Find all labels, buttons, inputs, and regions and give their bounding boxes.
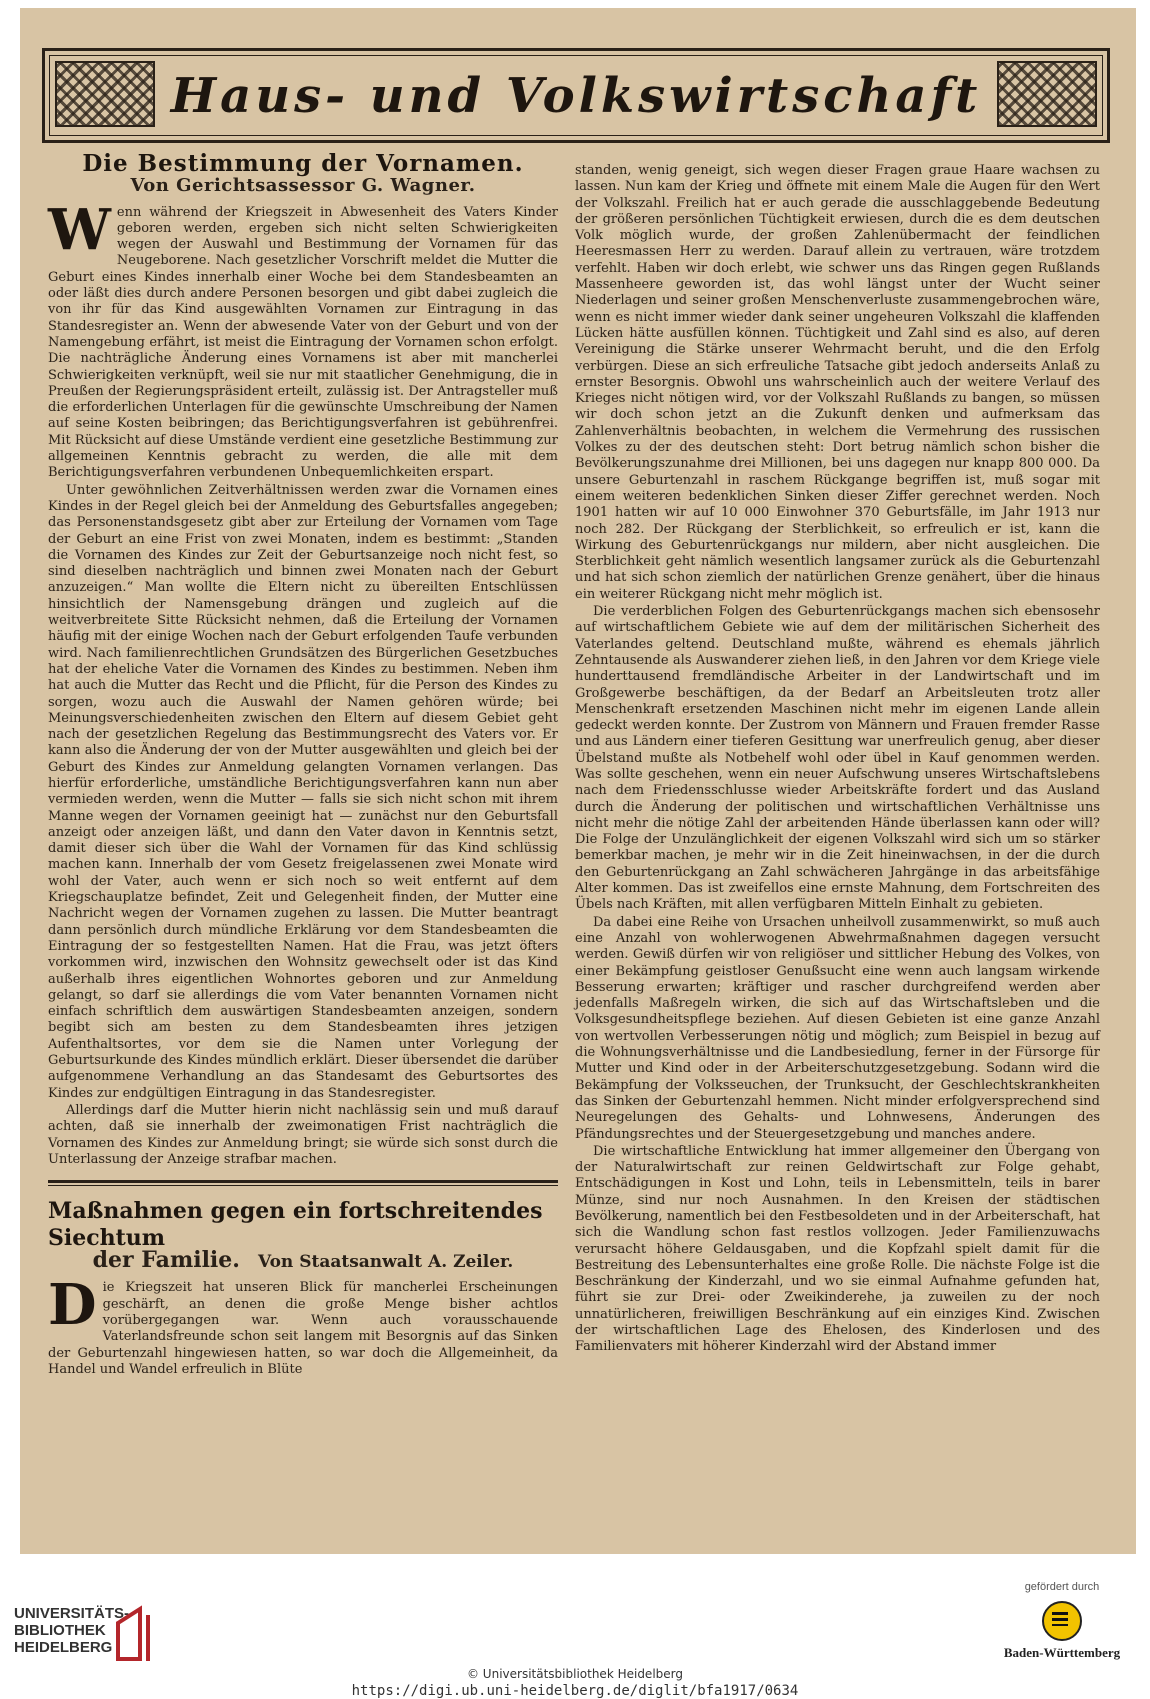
- funding-label: gefördert durch: [1024, 1581, 1100, 1593]
- article1-paragraph-3: Allerdings darf die Mutter hierin nicht nachlässig sein und muß darauf achten, daß sie innerhalb der zweimonatigen Frist nachträglich die Vornamen des Kindes zur Anmeldung bringt; sie würde sich sonst durch die Unterlassung der Anzeige strafbar machen.: [48, 1102, 558, 1167]
- library-name-line3: HEIDELBERG: [14, 1639, 113, 1656]
- section-title: Haus- und Volkswirtschaft: [170, 67, 982, 124]
- article2-title: Maßnahmen gegen ein fortschreitendes Siechtum: [48, 1198, 543, 1252]
- ornament-right-icon: [997, 61, 1097, 127]
- scanned-page: [20, 8, 1136, 1554]
- funder-name: Baden-Württemberg: [1003, 1645, 1121, 1660]
- library-name-line2: BIBLIOTHEK: [14, 1622, 106, 1639]
- ornament-left-icon: [55, 61, 155, 127]
- article2-paragraph-4: Da dabei eine Reihe von Ursachen unheilvoll zusammenwirkt, so muß auch eine Anzahl von wohlerwogenen Abwehrmaßnahmen dagegen versucht werden. Gewiß dürfen wir von religiöser und sittlicher Hebung des Volkes, von einer Bekämpfung geistloser Genußsucht eine wenn auch langsam wirkende Besserung erwarten; kräftiger und rascher durchgreifend werden aber jedenfalls Maßregeln wirken, die sich auf das Wirtschaftsleben und die Volksgesundheitspflege beziehen. Auf diesen Gebieten ist eine ganze Anzahl von wertvollen Verbesserungen nötig und möglich; zum Beispiel in bezug auf die Wohnungsverhältnisse und die Landbesiedlung, ferner in der Fürsorge für Mutter und Kind oder in der Arbeiterschutzgesetzgebung. Sodann wird die Bekämpfung der Volksseuchen, der Trunksucht, der Geschlechtskrankheiten das Sinken der Geburtenzahl hemmen. Nicht minder erfolgversprechend sind Neuregelungen des Gehalts- und Lohnwesens, Änderungen des Pfändungsrechtes und der Steuergesetzgebung und manches andere.: [575, 914, 1100, 1142]
- right-column: [575, 163, 1100, 1357]
- article2-paragraph-2: standen, wenig geneigt, sich wegen dieser Fragen graue Haare wachsen zu lassen. Nun kam der Krieg und öffnete mit einem Male die Augen für den Wert der Volkszahl. Freilich hat er auch gerade die ausschlaggebende Bedeutung der größeren persönlichen Tüchtigkeit erwiesen, durch die es dem deutschen Volk möglich wurde, der großen Zahlenübermacht der feindlichen Heeresmassen Herr zu werden. Darauf allein zu vertrauen, wäre trotzdem verfehlt. Haben wir doch erlebt, wie schwer uns das Ringen gegen Rußlands Massenheere geworden ist, das wohl längst unter der Wucht seiner Niederlagen und seiner großen Menschenverluste zusammengebrochen wäre, wenn es nicht immer wieder dank seiner ungeheuren Volkszahl die klaffenden Lücken hätte ausfüllen können. Tüchtigkeit und Zahl sind es also, auf deren Vereinigung die Stärke unserer Wehrmacht beruht, und die den Erfolg verbürgen. Diese an sich erfreuliche Tatsache gibt jedoch anderseits Anlaß zu ernster Besorgnis. Obwohl uns wahrscheinlich auch der weitere Verlauf des Krieges nicht nötigen wird, vor der Volkszahl Rußlands zu bangen, so müssen wir doch schon jetzt an die Zukunft denken und aufmerksam das Zahlenverhältnis beobachten, in welchem die Vermehrung des russischen Volkes zu der des deutschen steht: Dort betrug nämlich schon bisher die Bevölkerungszunahme drei Millionen, bei uns dagegen nur knapp 800 000. Da unsere Geburtenzahl in raschem Rückgange begriffen ist, muß sogar mit einem weiteren bedenklichen Sinken dieser Ziffer gerechnet werden. Noch 1901 hatten wir auf 10 000 Einwohner 370 Geburtsfälle, im Jahr 1913 nur noch 282. Der Rückgang der Sterblichkeit, so erfreulich er ist, kann die Wirkung des Geburtenrückgangs nur mildern, aber nicht ausgleichen. Die Sterblichkeit geht nämlich wesentlich langsamer zurück als die Geburtenzahl und hat sich schon ziemlich der natürlichen Grenze genähert, über die hinaus ein weiterer Rückgang nicht mehr möglich ist.: [575, 163, 1100, 602]
- library-name-line1: UNIVERSITÄTS-: [14, 1605, 130, 1622]
- article1-paragraph-2: Unter gewöhnlichen Zeitverhältnissen werden zwar die Vornamen eines Kindes in der Regel gleich bei der Anmeldung des Geburtsfalles angegeben; das Personenstandsgesetz gibt aber zur Erteilung der Vornamen vom Tage der Geburt an eine Frist von zwei Monaten, indem es bestimmt: „Standen die Vornamen des Kindes zur Zeit der Geburtsanzeige noch nicht fest, so sind dieselben nachträglich und binnen zwei Monaten nach der Geburt anzuzeigen.“ Man wollte die Eltern nicht zu übereilten Entschlüssen hinsichtlich der Namensgebung drängen und zugleich auf die weitverbreitete Sitte Rücksicht nehmen, daß die Erteilung der Vornamen häufig mit der einige Wochen nach der Geburt erfolgenden Taufe verbunden wird. Nach familienrechtlichen Grundsätzen des Bürgerlichen Gesetzbuches hat der eheliche Vater die Vornamen des Kindes zu bestimmen. Neben ihm hat auch die Mutter das Recht und die Pflicht, für die Person des Kindes zu sorgen, wozu auch die Auswahl der Namen gehören würde; bei Meinungsverschiedenheiten zwischen den Eltern auf diesem Gebiet geht nach der gesetzlichen Regelung das Bestimmungsrecht des Vaters vor. Er kann also die Änderung der von der Mutter ausgewählten und gleich bei der Geburt des Kindes zur Anmeldung gelangten Vornamen verlangen. Das hierfür erforderliche, umständliche Berichtigungsverfahren kann nun aber vermieden werden, wenn die Mutter — falls sie sich nicht schon mit ihrem Manne wegen der Vornamen geeinigt hat — zunächst nur den Geburtsfall anzeigt oder anzeigen läßt, und dann den Vater davon in Kenntnis setzt, damit dieser sich über die Wahl der Vornamen für das Kind schlüssig machen kann. Innerhalb der vom Gesetz freigelassenen zwei Monate wird wohl der Vater, auch wenn er sich noch so weit entfernt auf dem Kriegschauplatze befindet, Zeit und Gelegenheit finden, der Mutter eine Nachricht wegen der Vornamen zugehen zu lassen. Die Mutter beantragt dann persönlich durch mündliche Erklärung vor dem Standesbeamten die Eintragung der so festgestellten Namen. Hat die Frau, was jetzt öfters vorkommen wird, inzwischen den Wohnsitz gewechselt oder ist das Kind außerhalb ihres eigentlichen Wohnortes geboren und zur Anmeldung gelangt, so darf sie allerdings die vom Vater benannten Vornamen nicht einfach schriftlich dem auswärtigen Standesbeamten anzeigen, sondern begibt sich am besten zu dem Standesbeamten ihres jetzigen Aufenthaltsortes, vor dem sie die Namen unter Vorlegung der Geburtsurkunde des Kindes mündlich erklärt. Dieser übersendet die darüber aufgenommene Verhandlung an das Standesamt des Geburtsortes des Kindes zur endgültigen Eintragung in das Standesregister.: [48, 482, 558, 1101]
- viewer-footer: [0, 1555, 1150, 1699]
- article2-paragraph-5: Die wirtschaftliche Entwicklung hat immer allgemeiner den Übergang von der Naturalwirtschaft zur reinen Geldwirtschaft zur Folge gehabt, Entschädigungen in Kost und Lohn, teils in Lebensmitteln, teils in barer Münze, sind nur noch Ausnahmen. In den Kreisen der städtischen Bevölkerung, namentlich bei den Festbesoldeten und in der Arbeiterschaft, hat sich die Wandlung schon fast restlos vollzogen. Jeder Familienzuwachs verursacht höhere Geldausgaben, und die Kopfzahl spielt damit für die Bestreitung des Lebensunterhaltes eine große Rolle. Die nächste Folge ist die Beschränkung der Kinderzahl, und wo sie einmal Aufnahme gefunden hat, führt sie zur Drei- oder Zweikinderehe, ja zuweilen zu der noch unnatürlicheren, freiwilligen Beschränkung auf ein einziges Kind. Zwischen der wirtschaftlichen Lage des Ehelosen, des Kinderlosen und des Familienvaters mit höherer Kinderzahl wird der Abstand immer: [575, 1143, 1100, 1355]
- article2-paragraph-3: Die verderblichen Folgen des Geburtenrückgangs machen sich ebensosehr auf wirtschaftlichem Gebiete wie auf dem der militärischen Sicherheit des Vaterlandes geltend. Deutschland mußte, während es ehemals jährlich Zehntausende als Auswanderer ziehen ließ, in den Jahren vor dem Kriege viele hunderttausend fremdländische Arbeiter in der Landwirtschaft und im Großgewerbe beschäftigen, da der Bedarf an Arbeitsleuten trotz aller Menschenkraft ersetzenden Maschinen nicht mehr im eigenen Lande allein gedeckt werden konnte. Der Zustrom von Männern und Frauen fremder Rasse und aus Ländern einer tieferen Gesittung war unerfreulich genug, aber dieser Übelstand mußte als Notbehelf wohl oder übel in Kauf genommen werden. Was sollte geschehen, wenn ein neuer Aufschwung unseres Wirtschaftslebens nach dem Friedensschlusse wieder Arbeitskräfte fordert und das Ausland durch die Änderung der politischen und wirtschaftlichen Verhältnisse uns nicht mehr die nötige Zahl der arbeitenden Hände überlassen kann oder will? Die Folge der Unzulänglichkeit der eigenen Volkszahl wird sich um so stärker bemerkbar machen, je mehr wir in die Zeit hineinwachsen, in der die durch den Geburtenrückgang an Zahl schwächeren Jahrgänge in das arbeitsfähige Alter kommen. Das ist zweifellos eine ernste Mahnung, dem Fortschreiten des Übels nach Kräften, mit allen verfügbaren Mitteln Einhalt zu gebieten.: [575, 604, 1100, 913]
- article2-paragraph-1: Die Kriegszeit hat unseren Blick für mancherlei Erscheinungen geschärft, an denen die große Menge bisher achtlos vorübergegangen war. Wenn auch vorausschauende Vaterlandsfreunde schon seit langem mit Besorgnis auf das Sinken der Geburtenzahl hingewiesen hatten, so war doch die Allgemeinheit, da Handel und Wandel erfreulich in Blüte: [48, 1272, 558, 1377]
- baden-wuerttemberg-crest-icon: [1042, 1601, 1082, 1641]
- permalink-url[interactable]: https://digi.ub.uni-heidelberg.de/diglit/bfa1917/0634: [351, 1683, 799, 1699]
- university-library-logo[interactable]: [14, 1605, 129, 1656]
- article2-dropcap: D: [48, 1272, 97, 1339]
- section-banner: [42, 48, 1110, 143]
- article-divider: [48, 1180, 558, 1186]
- article2-byline: Von Staatsanwalt A. Zeiler.: [257, 1252, 514, 1273]
- library-mark-icon: [114, 1605, 158, 1663]
- copyright-credit: © Universitätsbibliothek Heidelberg: [466, 1667, 683, 1681]
- left-column: [48, 150, 558, 1379]
- article2-title-line2: der Familie. Von Staatsanwalt A. Zeiler.: [92, 1247, 514, 1274]
- funding-block: [992, 1581, 1132, 1661]
- article1-paragraph-1: Wenn während der Kriegszeit in Abwesenheit des Vaters Kinder geboren werden, ergeben sich nicht selten Schwierigkeiten wegen der Auswahl und Bestimmung der Vornamen für das Neugeborene. Nach gesetzlicher Vorschrift meldet die Mutter die Geburt eines Kindes innerhalb einer Woche bei dem Standesbeamten an oder läßt dies durch andere Personen besorgen und gibt dabei zugleich die von ihr für das Kind ausgewählten Vornamen zur Eintragung in das Standesregister an. Wenn der abwesende Vater von der Geburt und von der Namengebung erfährt, ist meist die Eintragung der Vornamen schon erfolgt. Die nachträgliche Änderung eines Vornamens ist aber mit mancherlei Schwierigkeiten verknüpft, weil sie nur mit staatlicher Genehmigung, die in Preußen der Regierungspräsident erteilt, zulässig ist. Der Antragsteller muß die erforderlichen Unterlagen für die gewünschte Umschreibung der Namen auf seine Kosten beibringen; das Berichtigungsverfahren ist gebührenfrei. Mit Rücksicht auf diese Umstände verdient eine gesetzliche Bestimmung zur allgemeinen Kenntnis gebracht zu werden, die alle mit dem Berichtigungsverfahren verbundenen Unbequemlichkeiten erspart.: [48, 196, 558, 481]
- article1-byline: Von Gerichtsassessor G. Wagner.: [130, 175, 476, 197]
- article1-dropcap: W: [48, 196, 111, 263]
- article1-title: Die Bestimmung der Vornamen.: [82, 150, 524, 177]
